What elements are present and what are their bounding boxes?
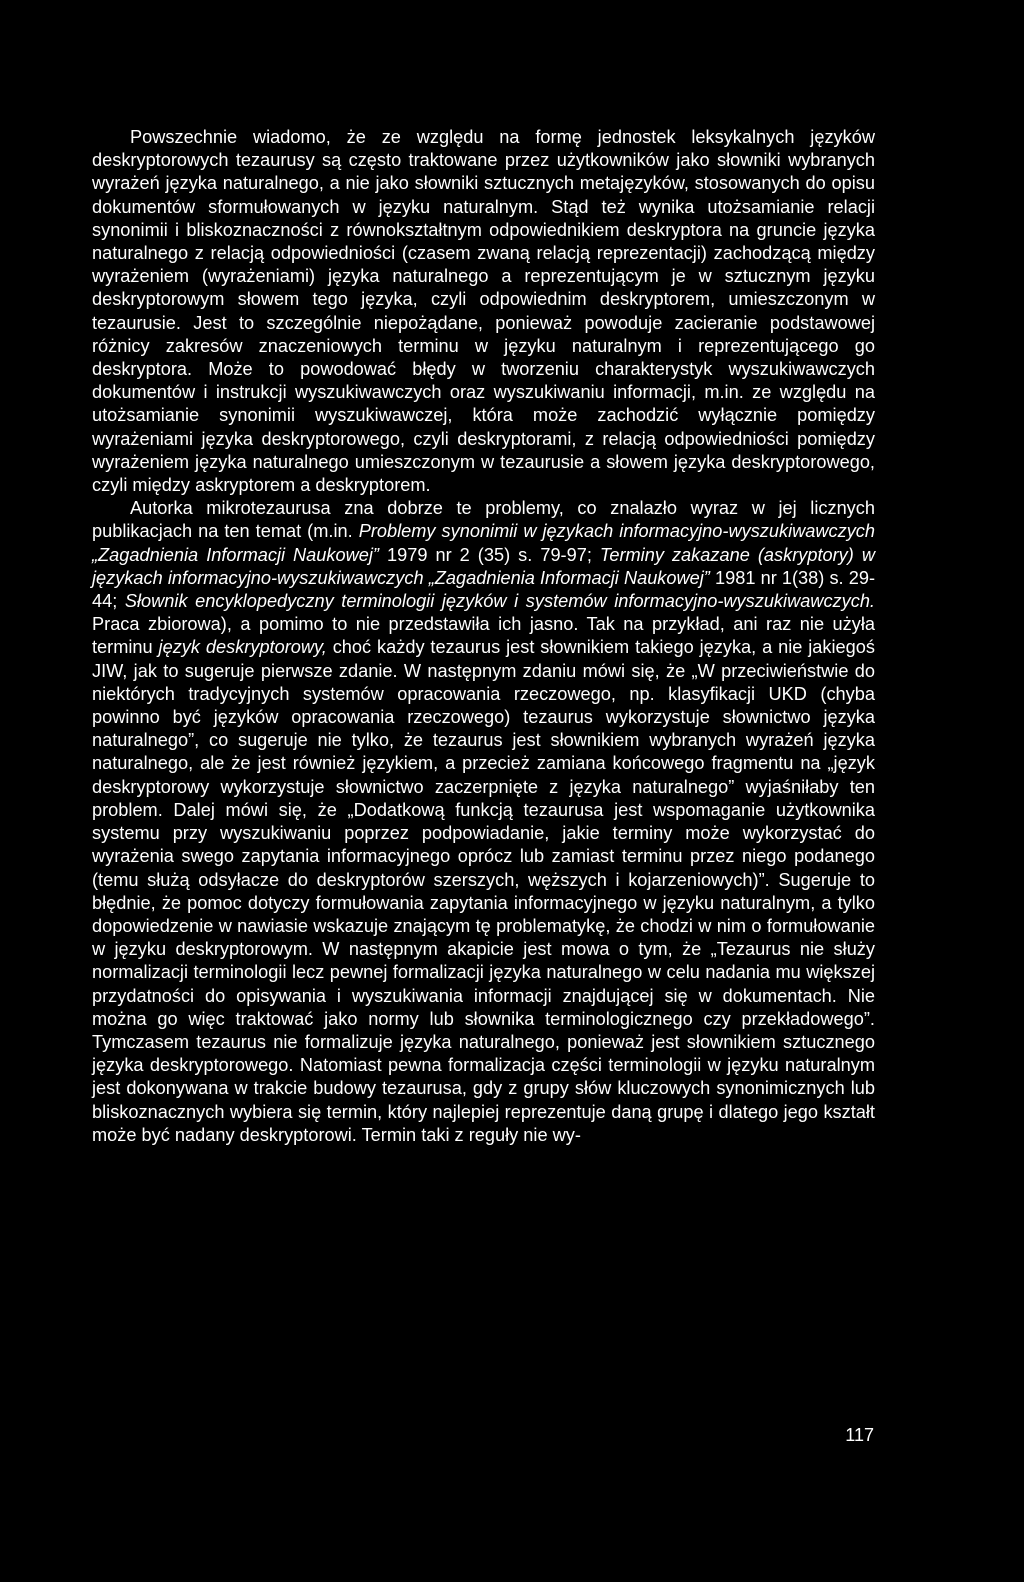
paragraph-2-text: Autorka mikrotezaurusa zna dobrze te problemy, co znalazło wyraz w jej licznych publikacjach na ten temat (m.in.	[92, 498, 875, 542]
citation-title-2: Terminy zakazane (askryptory) w językach informacyjno-wyszukiwawczych „Zagadnienia Informacji Naukowej”	[92, 544, 875, 588]
paragraph-2-text: choć każdy tezaurus jest słownikiem takiego języka, a nie jakiegoś JIW, jak to sugeruje pierwsze zdanie. W następnym zdaniu mówi się, że „W przeciwieństwie do niektórych tradycyjnych systemów opracowania rzeczowego, np. klasyfikacji UKD (chyba powinno być języków opracowania rzeczowego) tezaurus wykorzystuje słownictwo języka naturalnego”, co sugeruje nie tylko, że tezaurus jest słownikiem wybranych wyrażeń języka naturalnego, ale że jest również językiem, a przecież zamiana końcowego fragmentu na „język deskryptorowy wykorzystuje słownictwo zaczerpnięte z języka naturalnego” wyjaśniłaby ten problem. Dalej mówi się, że „Dodatkową funkcją tezaurusa jest wspomaganie użytkownika systemu przy wyszukiwaniu poprzez podpowiadanie, jakie terminy może wykorzystać do wyrażenia swego zapytania informacyjnego oprócz lub zamiast terminu przez niego podanego (temu służą odsyłacze do deskryptorów szerszych, węższych i kojarzeniowych)”. Sugeruje to błędnie, że pomoc dotyczy formułowania zapytania informacyjnego w języku naturalnym, a tylko dopowiedzenie w nawiasie wskazuje znającym tę problematykę, że chodzi w nim o formułowanie w języku deskryptorowym. W następnym akapicie jest mowa o tym, że „Tezaurus nie służy normalizacji terminologii lecz pewnej formalizacji języka naturalnego w celu nadania mu większej przydatności do opisywania i wyszukiwania informacji znajdującej się w dokumentach. Nie można go więc traktować jako normy lub słownika terminologicznego czy przekładowego”. Tymczasem tezaurus nie formalizuje języka naturalnego, ponieważ jest słownikiem sztucznego języka deskryptorowego. Natomiast pewna formalizacja części terminologii w języku naturalnym jest dokonywana w trakcie budowy tezaurusa, gdy z grupy słów kluczowych synonimicznych lub bliskoznacznych wybiera się termin, który najlepiej reprezentuje daną grupę i dlatego jego kształt może być nadany deskryptorowi. Termin taki z reguły nie wy-	[92, 637, 876, 1145]
citation-title-3: Słownik encyklopedyczny terminologii języków i systemów informacyjno-wyszukiwawczych.	[124, 591, 875, 612]
paragraph-2	[92, 497, 875, 1147]
document-body	[92, 126, 875, 1147]
paragraph-2-text: 1979 nr 2 (35) s. 79-97;	[378, 544, 600, 565]
citation-title-1: Problemy synonimii w językach informacyjno-wyszukiwawczych „Zagadnienia Informacji Naukowej”	[92, 521, 875, 565]
paragraph-1: Powszechnie wiadomo, że ze względu na formę jednostek leksykalnych języków deskryptorowych tezaurusy są często traktowane przez użytkowników jako słowniki wybranych wyrażeń języka naturalnego, a nie jako słowniki sztucznych metajęzyków, stosowanych do opisu dokumentów sformułowanych w języku naturalnym. Stąd też wynika utożsamianie relacji synonimii i bliskoznaczności z równokształtnym odpowiednikiem deskryptora na gruncie języka naturalnego z relacją odpowiedniości (czasem zwaną relacją reprezentacji) zachodzącą między wyrażeniem (wyrażeniami) języka naturalnego a reprezentującym je w sztucznym języku deskryptorowym słowem tego języka, czyli odpowiednim deskryptorem, umieszczonym w tezaurusie. Jest to szczególnie niepożądane, ponieważ powoduje zacieranie podstawowej różnicy zakresów znaczeniowych terminu w języku naturalnym i reprezentującego go deskryptora. Może to powodować błędy w tworzeniu charakterystyk wyszukiwawczych dokumentów i instrukcji wyszukiwawczych oraz wyszukiwaniu informacji, m.in. ze względu na utożsamianie synonimii wyszukiwawczej, która może zachodzić wyłącznie pomiędzy wyrażeniami języka deskryptorowego, czyli deskryptorami, z relacją odpowiedniości pomiędzy wyrażeniem języka naturalnego umieszczonym w tezaurusie a słowem języka deskryptorowego, czyli między askryptorem a deskryptorem.	[92, 127, 875, 496]
paragraph-2-text: Praca zbiorowa), a pomimo to nie przedstawiła ich jasno. Tak na przykład, ani raz nie użyła terminu	[92, 614, 875, 658]
term-emphasis: język deskryptorowy,	[158, 637, 327, 658]
paragraph-2-text: 1981 nr 1(38) s. 29-44;	[92, 567, 876, 612]
page-number: 117	[845, 1425, 874, 1445]
